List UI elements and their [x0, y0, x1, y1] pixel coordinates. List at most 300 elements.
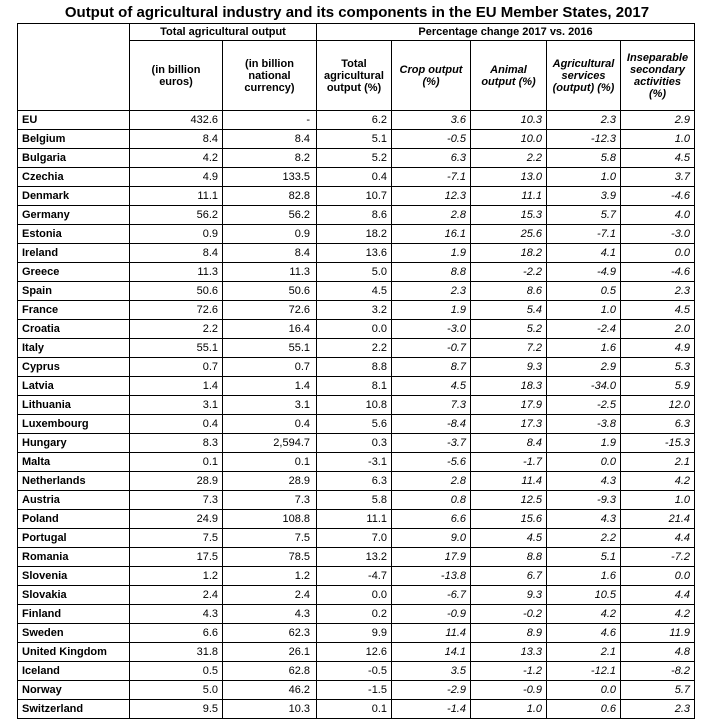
agri-services-pct-cell: 3.9: [547, 187, 621, 206]
crop-output-pct-cell: -0.7: [392, 339, 471, 358]
total-output-pct-cell: 0.3: [317, 434, 392, 453]
table-row: [18, 377, 695, 396]
animal-output-pct-cell: 10.3: [471, 111, 547, 130]
crop-output-pct-cell: -13.8: [392, 567, 471, 586]
billion-euros-cell: 9.5: [130, 700, 223, 719]
agri-services-pct-cell: -7.1: [547, 225, 621, 244]
animal-output-pct-cell: -1.7: [471, 453, 547, 472]
animal-output-pct-cell: 8.8: [471, 548, 547, 567]
total-output-pct-cell: 10.7: [317, 187, 392, 206]
total-output-pct-cell: -4.7: [317, 567, 392, 586]
agri-services-pct-cell: -9.3: [547, 491, 621, 510]
total-output-pct-cell: -3.1: [317, 453, 392, 472]
billion-euros-cell: 4.9: [130, 168, 223, 187]
animal-output-pct-cell: 15.3: [471, 206, 547, 225]
inseparable-secondary-pct-cell: -15.3: [621, 434, 695, 453]
animal-output-pct-cell: 11.1: [471, 187, 547, 206]
inseparable-secondary-pct-cell: 1.0: [621, 130, 695, 149]
billion-national-currency-cell: 82.8: [223, 187, 317, 206]
total-output-pct-cell: 5.1: [317, 130, 392, 149]
agri-services-pct-cell: 5.8: [547, 149, 621, 168]
billion-national-currency-cell: 0.4: [223, 415, 317, 434]
billion-euros-cell: 8.4: [130, 130, 223, 149]
agri-output-table: [17, 23, 695, 719]
agri-services-pct-cell: 1.6: [547, 339, 621, 358]
country-cell: Italy: [18, 339, 130, 358]
country-cell: Ireland: [18, 244, 130, 263]
crop-output-pct-cell: -1.4: [392, 700, 471, 719]
billion-euros-cell: 11.1: [130, 187, 223, 206]
animal-output-pct-cell: 5.2: [471, 320, 547, 339]
animal-output-pct-cell: 1.0: [471, 700, 547, 719]
billion-national-currency-cell: 11.3: [223, 263, 317, 282]
crop-output-pct-cell: -3.0: [392, 320, 471, 339]
agri-services-pct-cell: 4.6: [547, 624, 621, 643]
total-output-pct-cell: 6.2: [317, 111, 392, 130]
table-row: [18, 567, 695, 586]
inseparable-secondary-pct-cell: 5.3: [621, 358, 695, 377]
crop-output-pct-cell: 3.5: [392, 662, 471, 681]
country-cell: Slovenia: [18, 567, 130, 586]
total-output-pct-cell: 0.0: [317, 320, 392, 339]
billion-euros-cell: 24.9: [130, 510, 223, 529]
billion-national-currency-cell: 16.4: [223, 320, 317, 339]
inseparable-secondary-pct-cell: 21.4: [621, 510, 695, 529]
crop-output-pct-cell: 11.4: [392, 624, 471, 643]
agri-services-pct-cell: 4.3: [547, 472, 621, 491]
country-cell: Croatia: [18, 320, 130, 339]
animal-output-pct-cell: -0.9: [471, 681, 547, 700]
inseparable-secondary-pct-cell: -3.0: [621, 225, 695, 244]
country-cell: Switzerland: [18, 700, 130, 719]
crop-output-pct-cell: 14.1: [392, 643, 471, 662]
country-cell: Germany: [18, 206, 130, 225]
billion-euros-cell: 0.5: [130, 662, 223, 681]
billion-national-currency-cell: 72.6: [223, 301, 317, 320]
inseparable-secondary-pct-cell: 4.0: [621, 206, 695, 225]
agri-services-pct-cell: -4.9: [547, 263, 621, 282]
billion-euros-cell: 31.8: [130, 643, 223, 662]
table-row: [18, 168, 695, 187]
animal-output-pct-cell: -1.2: [471, 662, 547, 681]
country-cell: Cyprus: [18, 358, 130, 377]
crop-output-pct-cell: 6.3: [392, 149, 471, 168]
inseparable-secondary-pct-cell: 4.8: [621, 643, 695, 662]
billion-euros-cell: 0.4: [130, 415, 223, 434]
inseparable-secondary-pct-cell: 0.0: [621, 567, 695, 586]
total-output-group-header: Total agricultural output: [130, 24, 317, 41]
country-cell: Portugal: [18, 529, 130, 548]
table-row: [18, 111, 695, 130]
inseparable-secondary-pct-cell: -4.6: [621, 263, 695, 282]
billion-euros-cell: 7.5: [130, 529, 223, 548]
billion-national-currency-cell: 78.5: [223, 548, 317, 567]
country-cell: Luxembourg: [18, 415, 130, 434]
country-cell: Romania: [18, 548, 130, 567]
animal-output-pct-cell: 9.3: [471, 586, 547, 605]
billion-euros-cell: 0.7: [130, 358, 223, 377]
total-output-pct-cell: -1.5: [317, 681, 392, 700]
inseparable-secondary-pct-cell: 4.9: [621, 339, 695, 358]
total-output-pct-cell: 4.5: [317, 282, 392, 301]
billion-euros-cell: 8.4: [130, 244, 223, 263]
agri-services-pct-cell: 5.7: [547, 206, 621, 225]
billion-national-currency-cell: 62.8: [223, 662, 317, 681]
crop-output-pct-cell: -7.1: [392, 168, 471, 187]
crop-output-pct-cell: 2.8: [392, 206, 471, 225]
billion-national-currency-cell: 7.3: [223, 491, 317, 510]
country-cell: Hungary: [18, 434, 130, 453]
billion-euros-cell: 0.9: [130, 225, 223, 244]
animal-output-pct-cell: 10.0: [471, 130, 547, 149]
agri-services-pct-cell: -12.3: [547, 130, 621, 149]
billion-national-currency-cell: 8.4: [223, 130, 317, 149]
billion-national-currency-cell: -: [223, 111, 317, 130]
inseparable-secondary-pct-cell: -4.6: [621, 187, 695, 206]
inseparable-secondary-pct-cell: 12.0: [621, 396, 695, 415]
crop-output-pct-cell: -0.9: [392, 605, 471, 624]
crop-output-pct-cell: 9.0: [392, 529, 471, 548]
billion-euros-cell: 7.3: [130, 491, 223, 510]
table-row: [18, 320, 695, 339]
country-cell: Malta: [18, 453, 130, 472]
col-header-total-agri-output-pct: Total agricultural output (%): [317, 41, 392, 111]
table-body: [18, 111, 695, 719]
table-row: [18, 263, 695, 282]
country-cell: Poland: [18, 510, 130, 529]
crop-output-pct-cell: 7.3: [392, 396, 471, 415]
country-header-cell: [18, 24, 130, 111]
country-cell: Sweden: [18, 624, 130, 643]
total-output-pct-cell: -0.5: [317, 662, 392, 681]
billion-national-currency-cell: 62.3: [223, 624, 317, 643]
billion-euros-cell: 6.6: [130, 624, 223, 643]
inseparable-secondary-pct-cell: 6.3: [621, 415, 695, 434]
total-output-pct-cell: 5.6: [317, 415, 392, 434]
inseparable-secondary-pct-cell: 4.2: [621, 605, 695, 624]
animal-output-pct-cell: 17.9: [471, 396, 547, 415]
animal-output-pct-cell: 13.3: [471, 643, 547, 662]
animal-output-pct-cell: 8.9: [471, 624, 547, 643]
total-output-pct-cell: 0.4: [317, 168, 392, 187]
table-row: [18, 301, 695, 320]
agri-services-pct-cell: 4.3: [547, 510, 621, 529]
agri-services-pct-cell: 0.0: [547, 453, 621, 472]
billion-national-currency-cell: 2.4: [223, 586, 317, 605]
inseparable-secondary-pct-cell: -8.2: [621, 662, 695, 681]
billion-national-currency-cell: 4.3: [223, 605, 317, 624]
crop-output-pct-cell: -2.9: [392, 681, 471, 700]
table-row: [18, 358, 695, 377]
agri-services-pct-cell: 10.5: [547, 586, 621, 605]
country-cell: Austria: [18, 491, 130, 510]
agri-services-pct-cell: 1.0: [547, 301, 621, 320]
agri-services-pct-cell: 1.6: [547, 567, 621, 586]
inseparable-secondary-pct-cell: 3.7: [621, 168, 695, 187]
crop-output-pct-cell: 0.8: [392, 491, 471, 510]
crop-output-pct-cell: 1.9: [392, 301, 471, 320]
col-header-agri-services-pct: Agricultural services (output) (%): [547, 41, 621, 111]
crop-output-pct-cell: 2.8: [392, 472, 471, 491]
agri-services-pct-cell: 4.1: [547, 244, 621, 263]
country-cell: Denmark: [18, 187, 130, 206]
table-row: [18, 225, 695, 244]
animal-output-pct-cell: 5.4: [471, 301, 547, 320]
crop-output-pct-cell: -3.7: [392, 434, 471, 453]
billion-euros-cell: 3.1: [130, 396, 223, 415]
table-row: [18, 700, 695, 719]
table-row: [18, 662, 695, 681]
crop-output-pct-cell: 8.8: [392, 263, 471, 282]
crop-output-pct-cell: 1.9: [392, 244, 471, 263]
total-output-pct-cell: 10.8: [317, 396, 392, 415]
billion-national-currency-cell: 0.9: [223, 225, 317, 244]
billion-euros-cell: 72.6: [130, 301, 223, 320]
inseparable-secondary-pct-cell: 2.3: [621, 700, 695, 719]
table-row: [18, 529, 695, 548]
billion-euros-cell: 4.2: [130, 149, 223, 168]
agri-services-pct-cell: -12.1: [547, 662, 621, 681]
billion-euros-cell: 50.6: [130, 282, 223, 301]
billion-national-currency-cell: 7.5: [223, 529, 317, 548]
country-cell: Norway: [18, 681, 130, 700]
total-output-pct-cell: 5.8: [317, 491, 392, 510]
country-cell: Bulgaria: [18, 149, 130, 168]
agri-services-pct-cell: 2.9: [547, 358, 621, 377]
billion-national-currency-cell: 1.4: [223, 377, 317, 396]
crop-output-pct-cell: 12.3: [392, 187, 471, 206]
crop-output-pct-cell: 8.7: [392, 358, 471, 377]
billion-national-currency-cell: 28.9: [223, 472, 317, 491]
billion-euros-cell: 2.4: [130, 586, 223, 605]
billion-national-currency-cell: 8.2: [223, 149, 317, 168]
table-row: [18, 491, 695, 510]
country-cell: Greece: [18, 263, 130, 282]
agri-services-pct-cell: 2.2: [547, 529, 621, 548]
billion-national-currency-cell: 50.6: [223, 282, 317, 301]
total-output-pct-cell: 13.6: [317, 244, 392, 263]
agri-services-pct-cell: 2.1: [547, 643, 621, 662]
table-row: [18, 472, 695, 491]
billion-national-currency-cell: 10.3: [223, 700, 317, 719]
col-header-billion-national-currency: (in billion national currency): [223, 41, 317, 111]
animal-output-pct-cell: 18.2: [471, 244, 547, 263]
total-output-pct-cell: 8.8: [317, 358, 392, 377]
total-output-pct-cell: 6.3: [317, 472, 392, 491]
crop-output-pct-cell: -5.6: [392, 453, 471, 472]
billion-euros-cell: 1.4: [130, 377, 223, 396]
billion-euros-cell: 432.6: [130, 111, 223, 130]
billion-national-currency-cell: 2,594.7: [223, 434, 317, 453]
total-output-pct-cell: 18.2: [317, 225, 392, 244]
col-header-animal-output-pct: Animal output (%): [471, 41, 547, 111]
total-output-pct-cell: 5.0: [317, 263, 392, 282]
agri-services-pct-cell: -3.8: [547, 415, 621, 434]
animal-output-pct-cell: 4.5: [471, 529, 547, 548]
country-cell: Belgium: [18, 130, 130, 149]
inseparable-secondary-pct-cell: 5.9: [621, 377, 695, 396]
table-title: Output of agricultural industry and its components in the EU Member States, 2017: [64, 4, 650, 21]
percentage-change-group-header: Percentage change 2017 vs. 2016: [317, 24, 695, 41]
billion-national-currency-cell: 26.1: [223, 643, 317, 662]
country-cell: Lithuania: [18, 396, 130, 415]
animal-output-pct-cell: 7.2: [471, 339, 547, 358]
agri-services-pct-cell: 4.2: [547, 605, 621, 624]
country-cell: Czechia: [18, 168, 130, 187]
table-row: [18, 339, 695, 358]
total-output-pct-cell: 0.1: [317, 700, 392, 719]
table-row: [18, 130, 695, 149]
total-output-pct-cell: 7.0: [317, 529, 392, 548]
animal-output-pct-cell: 15.6: [471, 510, 547, 529]
country-cell: Netherlands: [18, 472, 130, 491]
billion-national-currency-cell: 55.1: [223, 339, 317, 358]
animal-output-pct-cell: 8.4: [471, 434, 547, 453]
inseparable-secondary-pct-cell: 4.5: [621, 149, 695, 168]
total-output-pct-cell: 3.2: [317, 301, 392, 320]
billion-national-currency-cell: 46.2: [223, 681, 317, 700]
table-row: [18, 510, 695, 529]
billion-euros-cell: 0.1: [130, 453, 223, 472]
billion-euros-cell: 1.2: [130, 567, 223, 586]
inseparable-secondary-pct-cell: 11.9: [621, 624, 695, 643]
country-cell: Iceland: [18, 662, 130, 681]
animal-output-pct-cell: 13.0: [471, 168, 547, 187]
agri-services-pct-cell: 0.6: [547, 700, 621, 719]
total-output-pct-cell: 9.9: [317, 624, 392, 643]
total-output-pct-cell: 2.2: [317, 339, 392, 358]
table-row: [18, 396, 695, 415]
billion-euros-cell: 5.0: [130, 681, 223, 700]
country-cell: EU: [18, 111, 130, 130]
billion-national-currency-cell: 8.4: [223, 244, 317, 263]
animal-output-pct-cell: 8.6: [471, 282, 547, 301]
crop-output-pct-cell: 2.3: [392, 282, 471, 301]
crop-output-pct-cell: 3.6: [392, 111, 471, 130]
table-row: [18, 643, 695, 662]
inseparable-secondary-pct-cell: 4.4: [621, 529, 695, 548]
agri-services-pct-cell: 1.9: [547, 434, 621, 453]
billion-national-currency-cell: 3.1: [223, 396, 317, 415]
billion-euros-cell: 56.2: [130, 206, 223, 225]
billion-euros-cell: 17.5: [130, 548, 223, 567]
crop-output-pct-cell: 4.5: [392, 377, 471, 396]
billion-euros-cell: 11.3: [130, 263, 223, 282]
agri-services-pct-cell: -2.5: [547, 396, 621, 415]
agri-services-pct-cell: 1.0: [547, 168, 621, 187]
animal-output-pct-cell: -0.2: [471, 605, 547, 624]
billion-euros-cell: 55.1: [130, 339, 223, 358]
billion-national-currency-cell: 0.7: [223, 358, 317, 377]
agri-services-pct-cell: -34.0: [547, 377, 621, 396]
table-row: [18, 434, 695, 453]
inseparable-secondary-pct-cell: 0.0: [621, 244, 695, 263]
table-row: [18, 206, 695, 225]
billion-national-currency-cell: 108.8: [223, 510, 317, 529]
country-cell: United Kingdom: [18, 643, 130, 662]
billion-national-currency-cell: 1.2: [223, 567, 317, 586]
total-output-pct-cell: 0.0: [317, 586, 392, 605]
table-row: [18, 244, 695, 263]
animal-output-pct-cell: 6.7: [471, 567, 547, 586]
table-row: [18, 681, 695, 700]
inseparable-secondary-pct-cell: 4.4: [621, 586, 695, 605]
animal-output-pct-cell: 18.3: [471, 377, 547, 396]
crop-output-pct-cell: -0.5: [392, 130, 471, 149]
inseparable-secondary-pct-cell: 4.2: [621, 472, 695, 491]
table-row: [18, 453, 695, 472]
animal-output-pct-cell: 17.3: [471, 415, 547, 434]
crop-output-pct-cell: -6.7: [392, 586, 471, 605]
total-output-pct-cell: 8.1: [317, 377, 392, 396]
crop-output-pct-cell: 17.9: [392, 548, 471, 567]
inseparable-secondary-pct-cell: 2.9: [621, 111, 695, 130]
col-header-crop-output-pct: Crop output (%): [392, 41, 471, 111]
country-cell: Slovakia: [18, 586, 130, 605]
table-row: [18, 282, 695, 301]
table-row: [18, 415, 695, 434]
col-header-inseparable-secondary-pct: Inseparable secondary activities (%): [621, 41, 695, 111]
billion-euros-cell: 8.3: [130, 434, 223, 453]
billion-euros-cell: 4.3: [130, 605, 223, 624]
table-row: [18, 187, 695, 206]
table-row: [18, 624, 695, 643]
total-output-pct-cell: 0.2: [317, 605, 392, 624]
agri-services-pct-cell: 5.1: [547, 548, 621, 567]
crop-output-pct-cell: 6.6: [392, 510, 471, 529]
country-cell: France: [18, 301, 130, 320]
table-row: [18, 149, 695, 168]
animal-output-pct-cell: 11.4: [471, 472, 547, 491]
animal-output-pct-cell: 12.5: [471, 491, 547, 510]
animal-output-pct-cell: -2.2: [471, 263, 547, 282]
col-header-billion-euros: (in billion euros): [130, 41, 223, 111]
country-cell: Latvia: [18, 377, 130, 396]
agri-services-pct-cell: 2.3: [547, 111, 621, 130]
inseparable-secondary-pct-cell: 2.0: [621, 320, 695, 339]
country-cell: Finland: [18, 605, 130, 624]
billion-national-currency-cell: 133.5: [223, 168, 317, 187]
animal-output-pct-cell: 9.3: [471, 358, 547, 377]
billion-euros-cell: 2.2: [130, 320, 223, 339]
inseparable-secondary-pct-cell: 1.0: [621, 491, 695, 510]
agri-services-pct-cell: 0.5: [547, 282, 621, 301]
animal-output-pct-cell: 2.2: [471, 149, 547, 168]
total-output-pct-cell: 12.6: [317, 643, 392, 662]
country-cell: Estonia: [18, 225, 130, 244]
inseparable-secondary-pct-cell: -7.2: [621, 548, 695, 567]
crop-output-pct-cell: -8.4: [392, 415, 471, 434]
inseparable-secondary-pct-cell: 2.3: [621, 282, 695, 301]
country-cell: Spain: [18, 282, 130, 301]
agri-services-pct-cell: 0.0: [547, 681, 621, 700]
inseparable-secondary-pct-cell: 2.1: [621, 453, 695, 472]
table-row: [18, 605, 695, 624]
animal-output-pct-cell: 25.6: [471, 225, 547, 244]
billion-national-currency-cell: 56.2: [223, 206, 317, 225]
total-output-pct-cell: 13.2: [317, 548, 392, 567]
agri-services-pct-cell: -2.4: [547, 320, 621, 339]
total-output-pct-cell: 11.1: [317, 510, 392, 529]
crop-output-pct-cell: 16.1: [392, 225, 471, 244]
total-output-pct-cell: 8.6: [317, 206, 392, 225]
billion-national-currency-cell: 0.1: [223, 453, 317, 472]
table-row: [18, 586, 695, 605]
total-output-pct-cell: 5.2: [317, 149, 392, 168]
table-row: [18, 548, 695, 567]
billion-euros-cell: 28.9: [130, 472, 223, 491]
inseparable-secondary-pct-cell: 5.7: [621, 681, 695, 700]
